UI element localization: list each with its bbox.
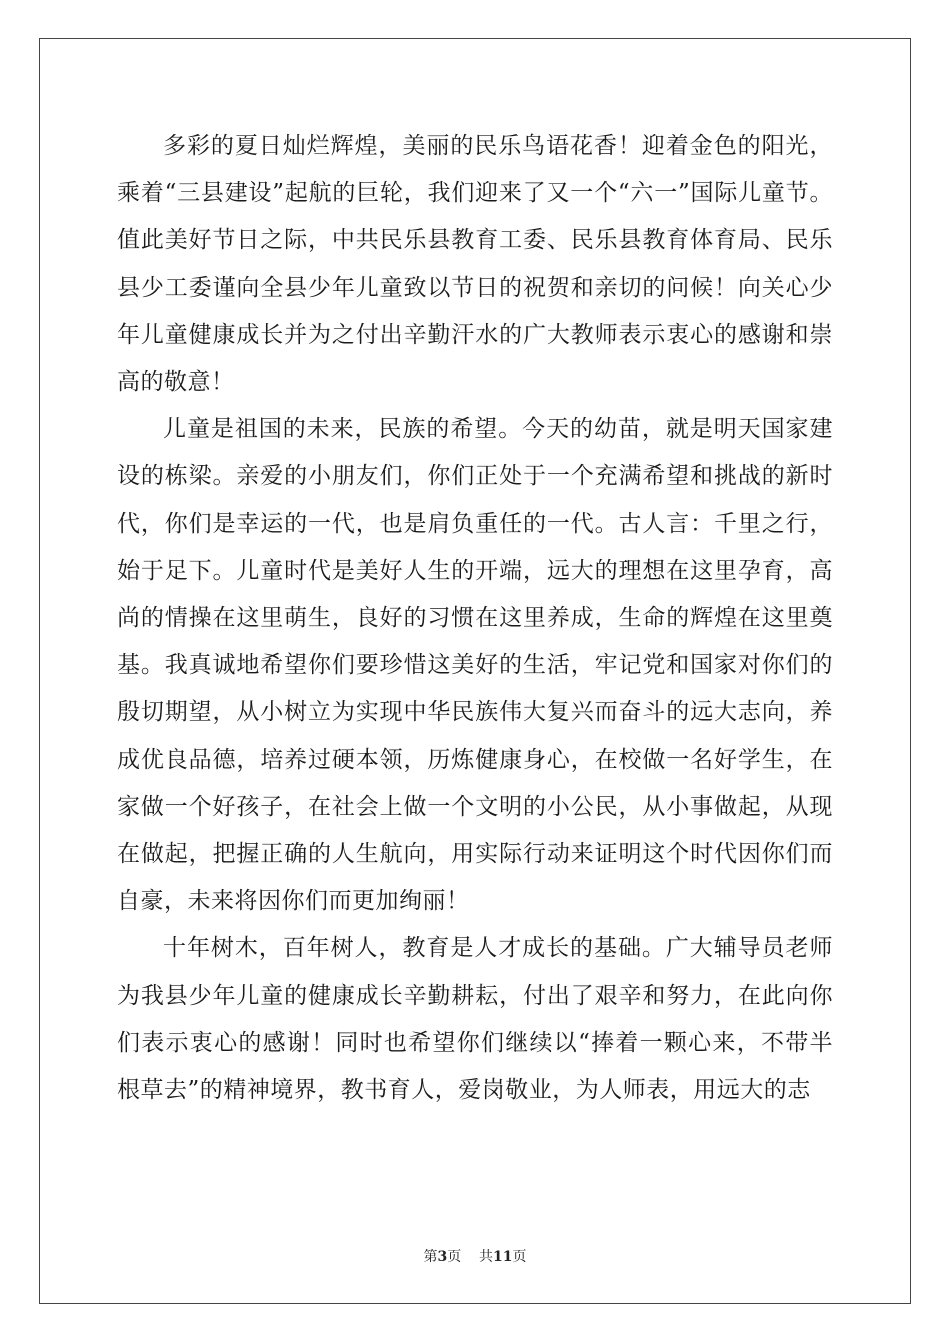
page-prefix: 第	[423, 1249, 438, 1265]
total-suffix: 页	[512, 1249, 527, 1265]
total-prefix: 共	[479, 1249, 494, 1265]
total-pages: 11	[493, 1249, 513, 1265]
paragraph-3: 十年树木，百年树人，教育是人才成长的基础。广大辅导员老师为我县少年儿童的健康成长辛勤耕耘，付出了艰辛和努力，在此向你们表示衷心的感谢！同时也希望你们继续以“捧着一颗心来，不带半根草去”的精神境界，教书育人，爱岗敬业，为人师表，用远大的志	[117, 935, 833, 1104]
paragraph-2: 儿童是祖国的未来，民族的希望。今天的幼苗，就是明天国家建设的栋梁。亲爱的小朋友们，你们正处于一个充满希望和挑战的新时代，你们是幸运的一代，也是肩负重任的一代。古人言：千里之行，始于足下。儿童时代是美好人生的开端，远大的理想在这里孕育，高尚的情操在这里萌生，良好的习惯在这里养成，生命的辉煌在这里奠基。我真诚地希望你们要珍惜这美好的生活，牢记党和国家对你们的殷切期望，从小树立为实现中华民族伟大复兴而奋斗的远大志向，养成优良品德，培养过硬本领，历炼健康身心，在校做一名好学生，在家做一个好孩子，在社会上做一个文明的小公民，从小事做起，从现在做起，把握正确的人生航向，用实际行动来证明这个时代因你们而自豪，未来将因你们而更加绚丽！	[117, 416, 833, 915]
page-footer	[0, 1246, 950, 1266]
paragraph-1: 多彩的夏日灿烂辉煌，美丽的民乐鸟语花香！迎着金色的阳光，乘着“三县建设”起航的巨轮，我们迎来了又一个“六一”国际儿童节。值此美好节日之际，中共民乐县教育工委、民乐县教育体育局、民乐县少工委谨向全县少年儿童致以节日的祝贺和亲切的问候！向关心少年儿童健康成长并为之付出辛勤汗水的广大教师表示衷心的感谢和崇高的敬意！	[117, 133, 833, 396]
document-body	[117, 123, 833, 1114]
page-suffix: 页	[447, 1249, 462, 1265]
page-number: 3	[437, 1249, 448, 1265]
